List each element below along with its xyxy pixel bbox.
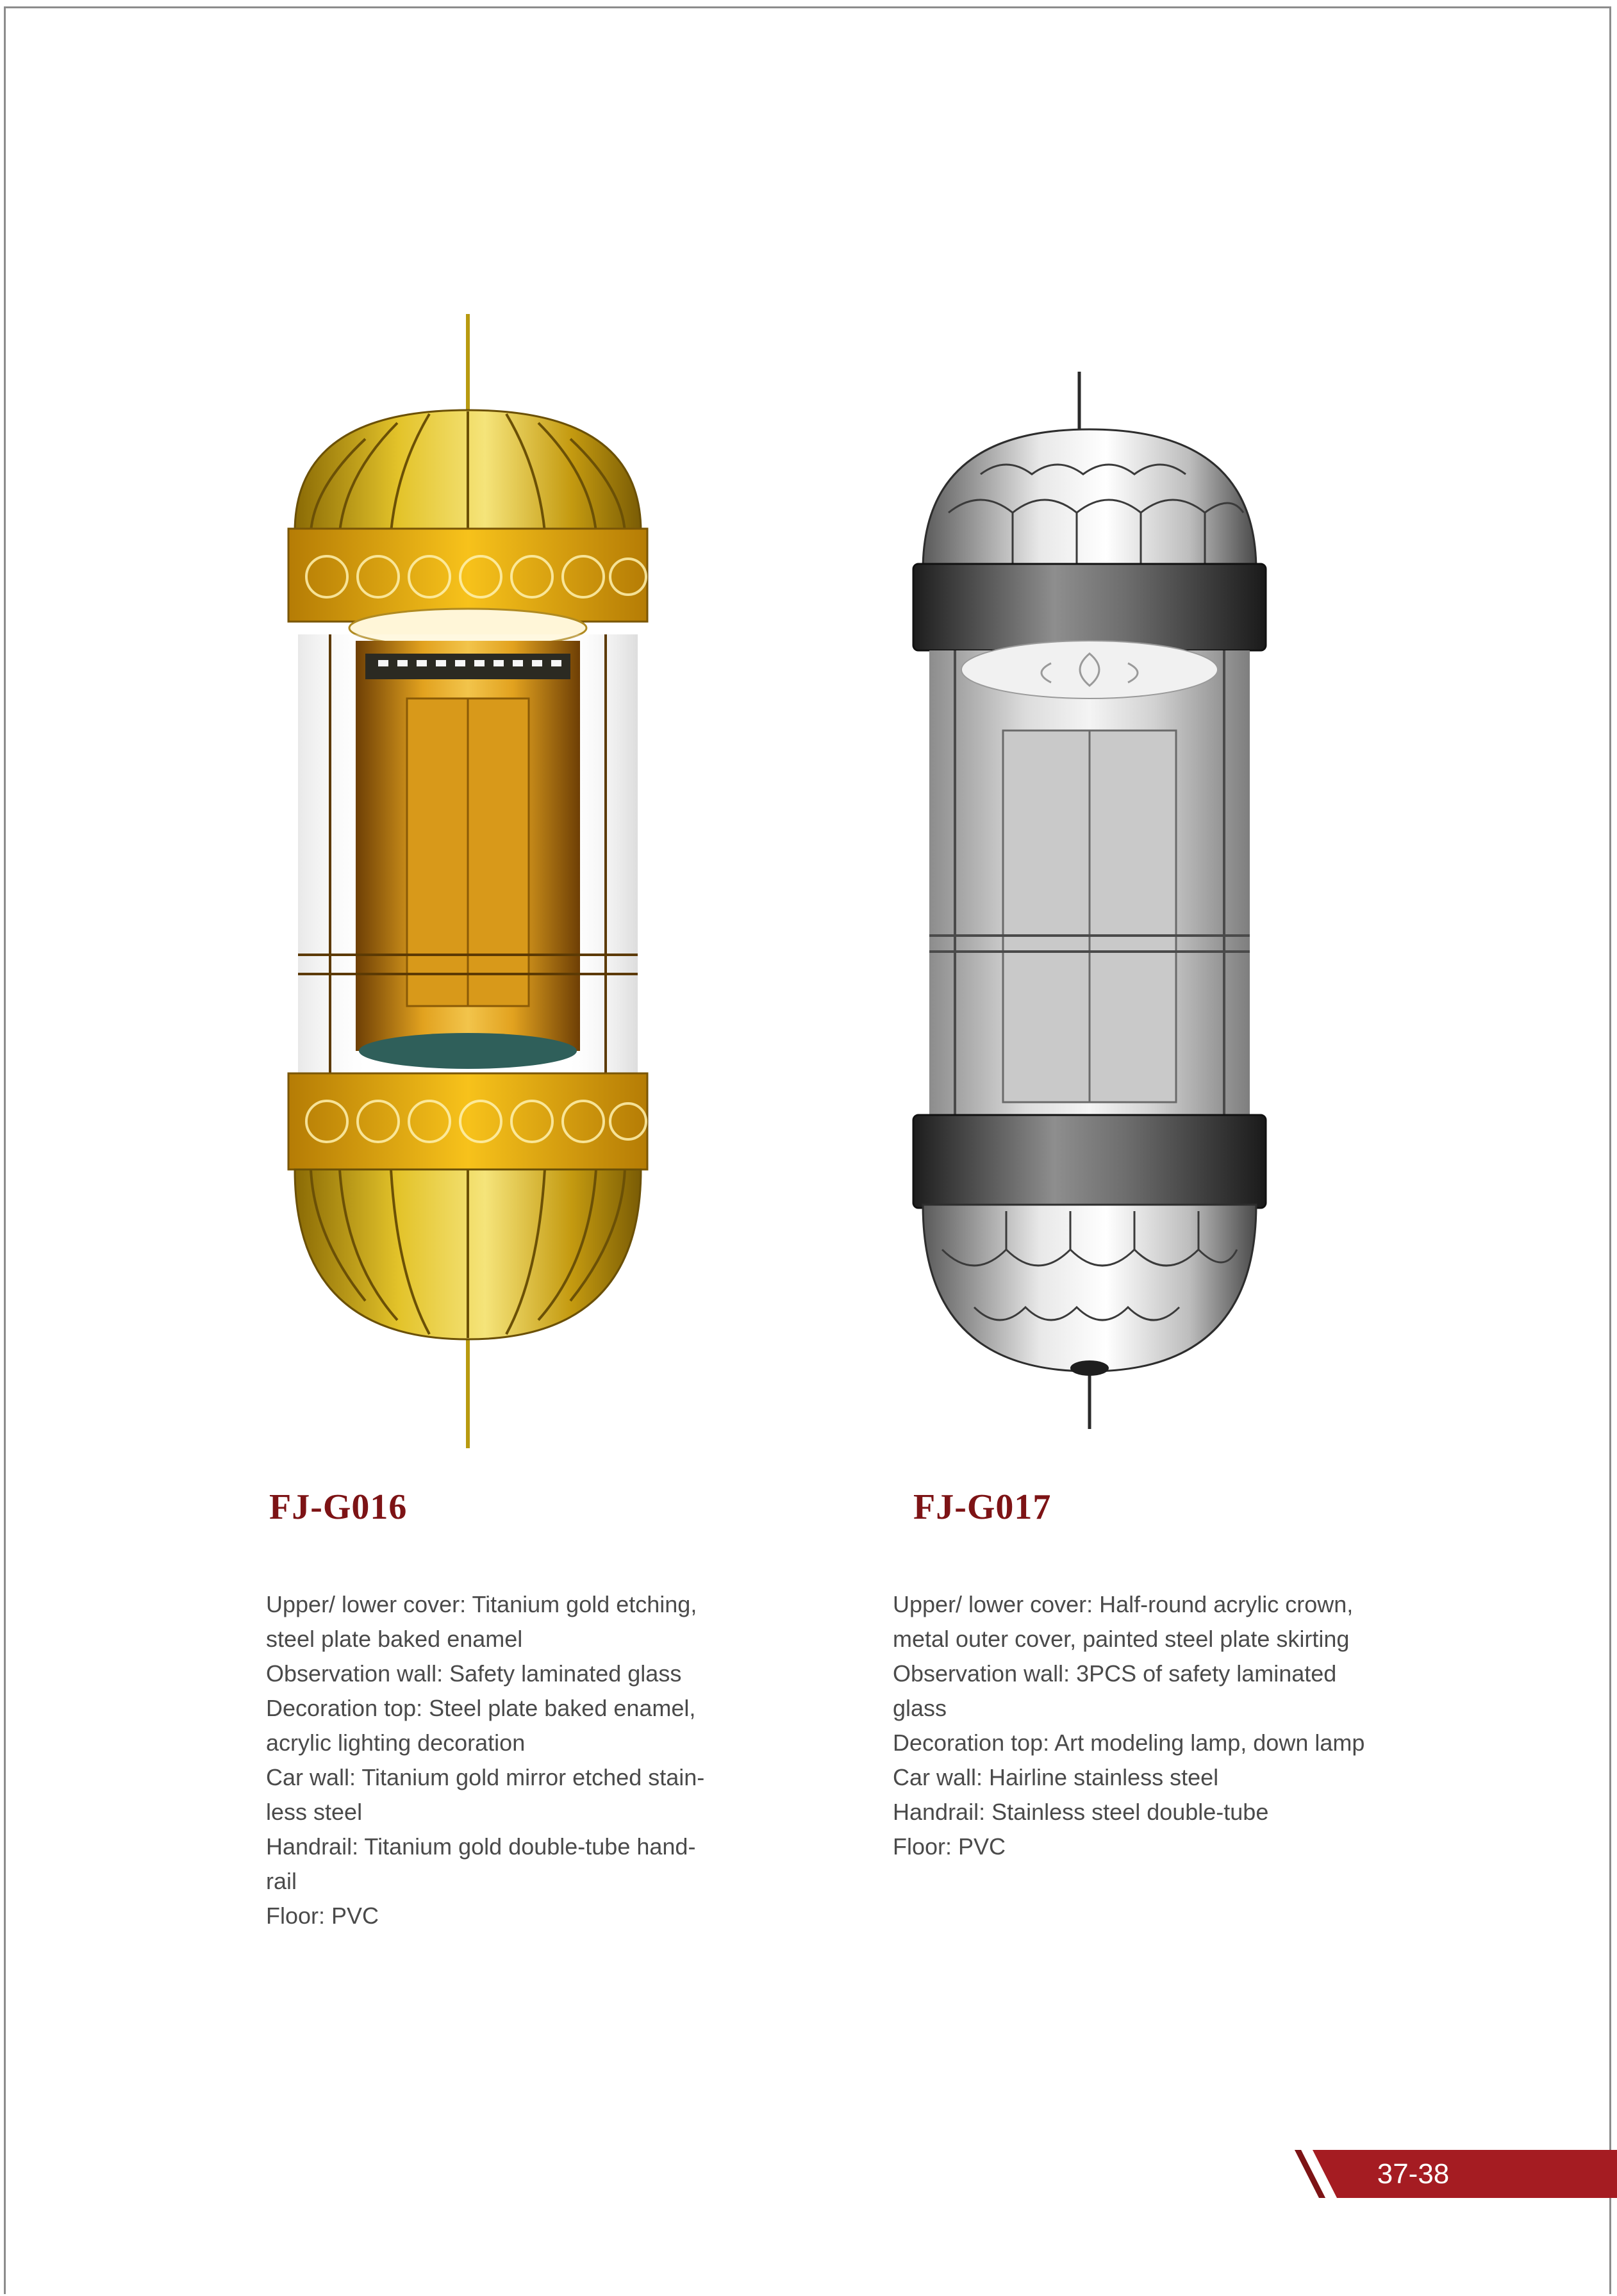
spec-line: Observation wall: 3PCS of safety laminated (893, 1660, 1337, 1687)
product-code-fj-g016: FJ-G016 (269, 1487, 408, 1527)
spec-line: Car wall: Titanium gold mirror etched stain- (266, 1764, 705, 1790)
page-frame (4, 6, 1611, 2294)
spec-line: glass (893, 1695, 947, 1721)
spec-line: Decoration top: Art modeling lamp, down lamp (893, 1730, 1365, 1756)
spec-list-fj-g016 (266, 1587, 704, 1933)
spec-line: Upper/ lower cover: Titanium gold etching, (266, 1591, 697, 1617)
page-number: 37-38 (1377, 2158, 1450, 2190)
spec-list-fj-g017 (893, 1587, 1364, 1864)
spec-line: Handrail: Stainless steel double-tube (893, 1799, 1269, 1825)
spec-line: rail (266, 1868, 297, 1894)
page-number-badge (1295, 2150, 1617, 2198)
spec-line: Floor: PVC (893, 1833, 1006, 1860)
spec-line: Observation wall: Safety laminated glass (266, 1660, 682, 1687)
product-code-fj-g017: FJ-G017 (913, 1487, 1052, 1527)
spec-line: Floor: PVC (266, 1903, 379, 1929)
spec-line: Upper/ lower cover: Half-round acrylic crown, (893, 1591, 1354, 1617)
spec-line: Car wall: Hairline stainless steel (893, 1764, 1219, 1790)
spec-line: acrylic lighting decoration (266, 1730, 526, 1756)
spec-line: steel plate baked enamel (266, 1626, 523, 1652)
spec-line: Decoration top: Steel plate baked enamel, (266, 1695, 696, 1721)
silver-capsule-elevator-image (904, 372, 1275, 1435)
spec-line: metal outer cover, painted steel plate skirting (893, 1626, 1350, 1652)
spec-line: less steel (266, 1799, 363, 1825)
spec-line: Handrail: Titanium gold double-tube hand- (266, 1833, 696, 1860)
gold-capsule-elevator-image (269, 314, 667, 1448)
